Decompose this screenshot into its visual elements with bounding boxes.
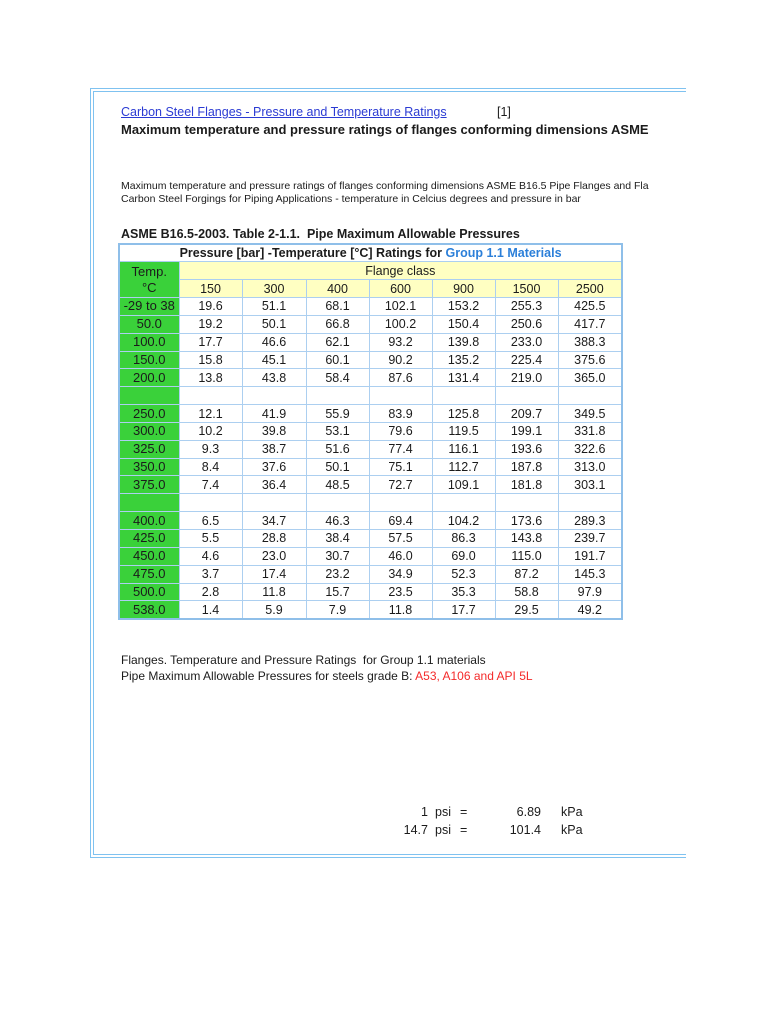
temperature-cell-empty xyxy=(119,494,179,512)
pressure-cell: 349.5 xyxy=(558,405,622,423)
kpa-value: 6.89 xyxy=(516,805,541,819)
table-row xyxy=(119,333,622,351)
pressure-cell: 11.8 xyxy=(369,601,432,619)
pressure-cell: 17.4 xyxy=(242,565,306,583)
description-line: Maximum temperature and pressure ratings of flanges conforming dimensions ASME B16.5 Pipe Flanges and Fla xyxy=(121,180,649,192)
pressure-cell: 50.1 xyxy=(242,315,306,333)
pressure-cell: 55.9 xyxy=(306,405,369,423)
table-row xyxy=(119,440,622,458)
pressure-cell: 51.6 xyxy=(306,440,369,458)
pressure-cell: 19.2 xyxy=(179,315,242,333)
conversion-row xyxy=(0,823,686,838)
pressure-cell: 7.4 xyxy=(179,476,242,494)
temperature-cell: -29 to 38 xyxy=(119,298,179,316)
pressure-cell: 100.2 xyxy=(369,315,432,333)
empty-cell xyxy=(369,387,432,405)
pressure-cell: 233.0 xyxy=(495,333,558,351)
material-group-label: Group 1.1 Materials xyxy=(445,246,562,261)
psi-unit: psi xyxy=(435,805,451,819)
pressure-cell: 193.6 xyxy=(495,440,558,458)
table-row xyxy=(119,583,622,601)
table-row xyxy=(119,369,622,387)
flange-class-1500: 1500 xyxy=(495,280,558,298)
table-row xyxy=(119,512,622,530)
empty-cell xyxy=(495,387,558,405)
pressure-cell: 57.5 xyxy=(369,530,432,548)
pressure-cell: 75.1 xyxy=(369,458,432,476)
pressure-cell: 39.8 xyxy=(242,422,306,440)
psi-unit: psi xyxy=(435,823,451,837)
pressure-cell: 58.8 xyxy=(495,583,558,601)
pressure-cell: 77.4 xyxy=(369,440,432,458)
pressure-cell: 97.9 xyxy=(558,583,622,601)
pressure-cell: 112.7 xyxy=(432,458,495,476)
pressure-cell: 37.6 xyxy=(242,458,306,476)
pressure-cell: 150.4 xyxy=(432,315,495,333)
pressure-cell: 90.2 xyxy=(369,351,432,369)
equals-sign: = xyxy=(460,823,468,837)
pressure-cell: 15.7 xyxy=(306,583,369,601)
pressure-cell: 173.6 xyxy=(495,512,558,530)
empty-cell xyxy=(242,387,306,405)
pressure-cell: 17.7 xyxy=(179,333,242,351)
pressure-cell: 13.8 xyxy=(179,369,242,387)
pressure-cell: 93.2 xyxy=(369,333,432,351)
pressure-cell: 46.6 xyxy=(242,333,306,351)
temperature-cell: 300.0 xyxy=(119,422,179,440)
pressure-cell: 66.8 xyxy=(306,315,369,333)
pressure-cell: 131.4 xyxy=(432,369,495,387)
pressure-cell: 35.3 xyxy=(432,583,495,601)
pressure-cell: 388.3 xyxy=(558,333,622,351)
flange-class-400: 400 xyxy=(306,280,369,298)
pressure-cell: 23.5 xyxy=(369,583,432,601)
pressure-cell: 41.9 xyxy=(242,405,306,423)
temperature-cell: 500.0 xyxy=(119,583,179,601)
temperature-cell: 50.0 xyxy=(119,315,179,333)
table-row xyxy=(119,405,622,423)
pressure-cell: 60.1 xyxy=(306,351,369,369)
reference-marker: [1] xyxy=(497,105,511,119)
table-heading xyxy=(119,244,622,262)
pressure-cell: 143.8 xyxy=(495,530,558,548)
table-heading-text: Pressure [bar] -Temperature [°C] Ratings for xyxy=(179,246,443,261)
pressure-cell: 9.3 xyxy=(179,440,242,458)
pressure-cell: 139.8 xyxy=(432,333,495,351)
kpa-value: 101.4 xyxy=(509,823,541,837)
description-line: Carbon Steel Forgings for Piping Applications - temperature in Celcius degrees and pressure in bar xyxy=(121,193,581,205)
equals-sign: = xyxy=(460,805,468,819)
pressure-cell: 199.1 xyxy=(495,422,558,440)
pressure-cell: 5.9 xyxy=(242,601,306,619)
empty-cell xyxy=(306,387,369,405)
pressure-cell: 10.2 xyxy=(179,422,242,440)
pressure-cell: 322.6 xyxy=(558,440,622,458)
pressure-cell: 30.7 xyxy=(306,547,369,565)
table-header-row xyxy=(119,262,622,280)
pressure-cell: 153.2 xyxy=(432,298,495,316)
table-row xyxy=(119,458,622,476)
empty-cell xyxy=(179,494,242,512)
pressure-cell: 425.5 xyxy=(558,298,622,316)
pressure-cell: 375.6 xyxy=(558,351,622,369)
empty-cell xyxy=(242,494,306,512)
pressure-cell: 72.7 xyxy=(369,476,432,494)
pressure-cell: 109.1 xyxy=(432,476,495,494)
empty-cell xyxy=(179,387,242,405)
temperature-cell: 200.0 xyxy=(119,369,179,387)
temperature-cell: 425.0 xyxy=(119,530,179,548)
pressure-cell: 7.9 xyxy=(306,601,369,619)
pressure-cell: 6.5 xyxy=(179,512,242,530)
temperature-cell: 350.0 xyxy=(119,458,179,476)
table-row xyxy=(119,547,622,565)
pressure-cell: 48.5 xyxy=(306,476,369,494)
temperature-cell: 375.0 xyxy=(119,476,179,494)
pressure-cell: 15.8 xyxy=(179,351,242,369)
temperature-cell: 325.0 xyxy=(119,440,179,458)
pressure-cell: 5.5 xyxy=(179,530,242,548)
pressure-cell: 45.1 xyxy=(242,351,306,369)
pressure-cell: 102.1 xyxy=(369,298,432,316)
pressure-cell: 19.6 xyxy=(179,298,242,316)
pressure-cell: 2.8 xyxy=(179,583,242,601)
table-row xyxy=(119,565,622,583)
pressure-cell: 115.0 xyxy=(495,547,558,565)
pressure-cell: 1.4 xyxy=(179,601,242,619)
table-row xyxy=(119,351,622,369)
pressure-cell: 125.8 xyxy=(432,405,495,423)
empty-cell xyxy=(306,494,369,512)
source-link[interactable]: Carbon Steel Flanges - Pressure and Temperature Ratings xyxy=(121,105,447,119)
table-heading-row xyxy=(119,244,622,262)
pressure-cell: 187.8 xyxy=(495,458,558,476)
flange-class-300: 300 xyxy=(242,280,306,298)
table-row xyxy=(119,315,622,333)
pressure-cell: 255.3 xyxy=(495,298,558,316)
temperature-cell: 100.0 xyxy=(119,333,179,351)
flange-class-900: 900 xyxy=(432,280,495,298)
pressure-cell: 46.3 xyxy=(306,512,369,530)
pressure-cell: 29.5 xyxy=(495,601,558,619)
pressure-cell: 417.7 xyxy=(558,315,622,333)
pressure-cell: 365.0 xyxy=(558,369,622,387)
pressure-cell: 51.1 xyxy=(242,298,306,316)
table-row xyxy=(119,422,622,440)
table-row xyxy=(119,298,622,316)
flange-class-2500: 2500 xyxy=(558,280,622,298)
ratings-note: Flanges. Temperature and Pressure Ratings for Group 1.1 materials xyxy=(121,653,486,667)
flange-class-row xyxy=(119,280,622,298)
pressure-cell: 23.2 xyxy=(306,565,369,583)
pressure-cell: 34.7 xyxy=(242,512,306,530)
pressure-cell: 181.8 xyxy=(495,476,558,494)
pressure-cell: 239.7 xyxy=(558,530,622,548)
temperature-cell-empty xyxy=(119,387,179,405)
kpa-unit: kPa xyxy=(561,805,583,819)
pressure-cell: 28.8 xyxy=(242,530,306,548)
pressure-cell: 191.7 xyxy=(558,547,622,565)
table-row xyxy=(119,476,622,494)
pressure-cell: 331.8 xyxy=(558,422,622,440)
page-title: Maximum temperature and pressure ratings of flanges conforming dimensions ASME xyxy=(121,122,649,137)
pressure-cell: 145.3 xyxy=(558,565,622,583)
temperature-header xyxy=(119,262,179,298)
pressure-cell: 119.5 xyxy=(432,422,495,440)
flange-class-600: 600 xyxy=(369,280,432,298)
empty-cell xyxy=(432,494,495,512)
pressure-cell: 17.7 xyxy=(432,601,495,619)
pressure-cell: 8.4 xyxy=(179,458,242,476)
pressure-cell: 116.1 xyxy=(432,440,495,458)
pressure-cell: 38.7 xyxy=(242,440,306,458)
blank-row xyxy=(119,494,622,512)
pressure-cell: 68.1 xyxy=(306,298,369,316)
conversion-row xyxy=(0,805,686,820)
pressure-cell: 50.1 xyxy=(306,458,369,476)
pressure-cell: 53.1 xyxy=(306,422,369,440)
pressure-cell: 4.6 xyxy=(179,547,242,565)
flange-class-header: Flange class xyxy=(179,262,622,280)
pressure-cell: 250.6 xyxy=(495,315,558,333)
temperature-cell: 538.0 xyxy=(119,601,179,619)
temperature-cell: 450.0 xyxy=(119,547,179,565)
pressure-cell: 69.4 xyxy=(369,512,432,530)
pressure-cell: 43.8 xyxy=(242,369,306,387)
temperature-cell: 400.0 xyxy=(119,512,179,530)
temperature-label: Temp. xyxy=(131,263,167,279)
pressure-cell: 135.2 xyxy=(432,351,495,369)
flange-class-150: 150 xyxy=(179,280,242,298)
pressure-cell: 62.1 xyxy=(306,333,369,351)
empty-cell xyxy=(432,387,495,405)
temperature-cell: 250.0 xyxy=(119,405,179,423)
blank-row xyxy=(119,387,622,405)
pressure-cell: 23.0 xyxy=(242,547,306,565)
pressure-cell: 11.8 xyxy=(242,583,306,601)
pressure-cell: 46.0 xyxy=(369,547,432,565)
temperature-cell: 475.0 xyxy=(119,565,179,583)
pressure-cell: 209.7 xyxy=(495,405,558,423)
pressure-cell: 49.2 xyxy=(558,601,622,619)
pressure-cell: 52.3 xyxy=(432,565,495,583)
pressure-cell: 87.2 xyxy=(495,565,558,583)
empty-cell xyxy=(558,387,622,405)
temperature-cell: 150.0 xyxy=(119,351,179,369)
table-row xyxy=(119,601,622,619)
empty-cell xyxy=(369,494,432,512)
pressure-cell: 58.4 xyxy=(306,369,369,387)
pressure-cell: 34.9 xyxy=(369,565,432,583)
pressure-cell: 3.7 xyxy=(179,565,242,583)
pressure-cell: 86.3 xyxy=(432,530,495,548)
pressure-cell: 313.0 xyxy=(558,458,622,476)
pressure-cell: 289.3 xyxy=(558,512,622,530)
empty-cell xyxy=(558,494,622,512)
pressure-cell: 225.4 xyxy=(495,351,558,369)
psi-value: 14.7 xyxy=(403,823,428,837)
pressure-cell: 38.4 xyxy=(306,530,369,548)
psi-value: 1 xyxy=(421,805,428,819)
kpa-unit: kPa xyxy=(561,823,583,837)
table-row xyxy=(119,530,622,548)
steel-grade-list: A53, A106 and API 5L xyxy=(415,669,533,683)
pressure-cell: 87.6 xyxy=(369,369,432,387)
pressure-cell: 79.6 xyxy=(369,422,432,440)
pressure-cell: 12.1 xyxy=(179,405,242,423)
pressure-cell: 303.1 xyxy=(558,476,622,494)
pressure-temperature-table xyxy=(118,243,623,620)
temperature-unit: °C xyxy=(141,279,157,295)
table-caption: ASME B16.5-2003. Table 2-1.1. Pipe Maximum Allowable Pressures xyxy=(121,227,520,241)
pressure-cell: 83.9 xyxy=(369,405,432,423)
pressure-cell: 104.2 xyxy=(432,512,495,530)
empty-cell xyxy=(495,494,558,512)
pressure-cell: 69.0 xyxy=(432,547,495,565)
steel-grade-note-text: Pipe Maximum Allowable Pressures for steels grade B: xyxy=(121,669,413,683)
steel-grade-note xyxy=(121,669,533,684)
pressure-cell: 219.0 xyxy=(495,369,558,387)
pressure-cell: 36.4 xyxy=(242,476,306,494)
